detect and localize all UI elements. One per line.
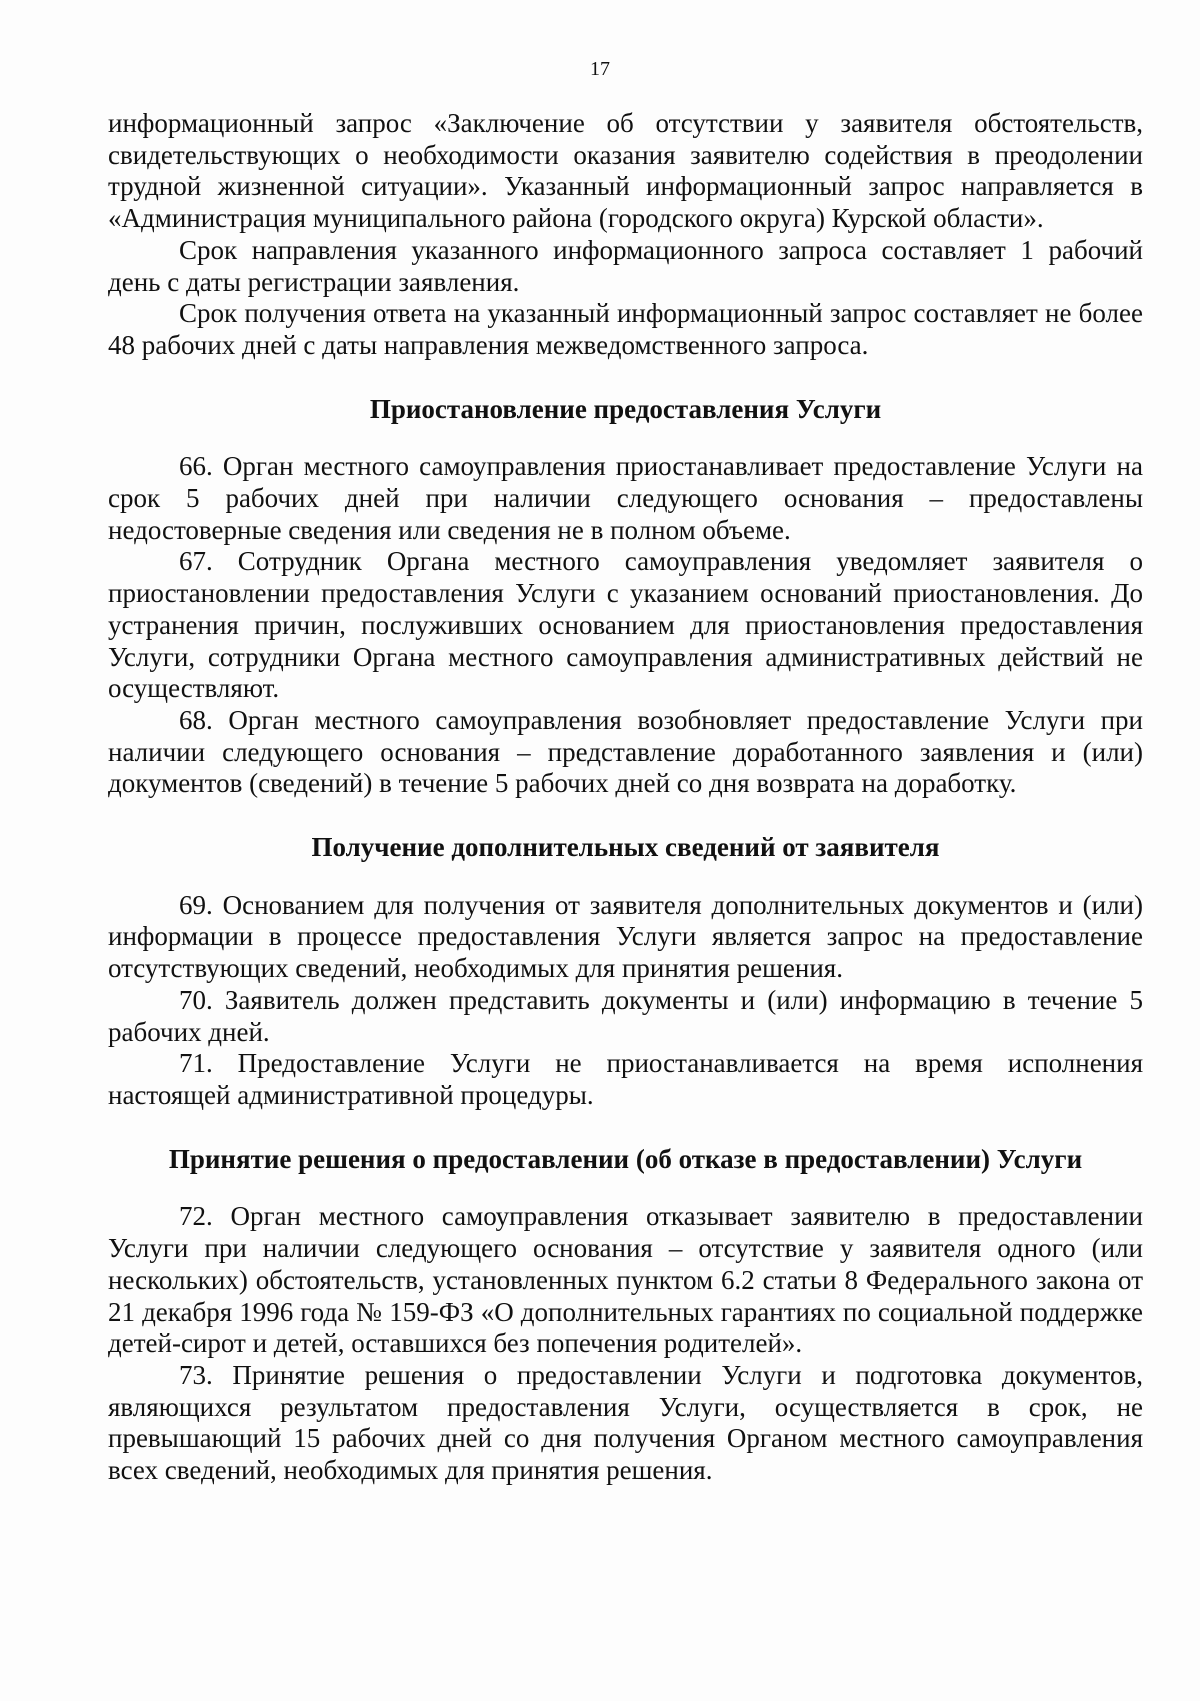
spacer (108, 362, 1143, 394)
document-body (108, 108, 1143, 1487)
section-heading-suspension: Приостановление предоставления Услуги (369, 393, 882, 424)
spacer (108, 864, 1143, 890)
paragraph-71: 71. Предоставление Услуги не приостанавливается на время исполнения настоящей административной процедуры. (108, 1048, 1143, 1110)
paragraph-66: 66. Орган местного самоуправления приостанавливает предоставление Услуги на срок 5 рабочих дней при наличии следующего основания – предоставлены недостоверные сведения или сведения не в полном объеме. (108, 451, 1143, 545)
paragraph-response-deadline: Срок получения ответа на указанный информационный запрос составляет не более 48 рабочих дней с даты направления межведомственного запроса. (108, 298, 1143, 360)
paragraph-69: 69. Основанием для получения от заявителя дополнительных документов и (или) информации в процессе предоставления Услуги является запрос на предоставление отсутствующих сведений, необходимых для принятия решения. (108, 889, 1143, 984)
paragraph-67: 67. Сотрудник Органа местного самоуправления уведомляет заявителя о приостановлении предоставления Услуги с указанием оснований приостановления. До устранения причин, послуживших основанием для приостановления предоставления Услуги, сотрудники Органа местного самоуправления административных действий не осуществляют. (108, 546, 1143, 704)
page-number: 17 (590, 58, 610, 80)
spacer (108, 800, 1143, 832)
paragraph-73: 73. Принятие решения о предоставлении Услуги и подготовка документов, являющихся результатом предоставления Услуги, осуществляется в срок, не превышающий 15 рабочих дней со дня получения Органом местного самоуправления всех сведений, необходимых для принятия решения. (108, 1359, 1143, 1486)
spacer (108, 1112, 1143, 1144)
section-heading-additional-info: Получение дополнительных сведений от заявителя (311, 832, 940, 863)
paragraph-continuation: информационный запрос «Заключение об отсутствии у заявителя обстоятельств, свидетельствующих о необходимости оказания заявителю содействия в преодолении трудной жизненной ситуации». Указанный информационный запрос направляется в «Администрация муниципального района (городского округа) Курской области». (108, 108, 1143, 234)
paragraph-72: 72. Орган местного самоуправления отказывает заявителю в предоставлении Услуги при наличии следующего основания – отсутствие у заявителя одного (или нескольких) обстоятельств, установленных пунктом 6.2 статьи 8 Федерального закона от 21 декабря 1996 года № 159-ФЗ «О дополнительных гарантиях по социальной поддержке детей-сирот и детей, оставшихся без попечения родителей». (108, 1201, 1143, 1359)
paragraph-request-deadline: Срок направления указанного информационного запроса составляет 1 рабочий день с даты регистрации заявления. (108, 234, 1143, 297)
paragraph-68: 68. Орган местного самоуправления возобновляет предоставление Услуги при наличии следующего основания – представление доработанного заявления и (или) документов (сведений) в течение 5 рабочих дней со дня возврата на доработку. (108, 704, 1143, 799)
spacer (108, 425, 1143, 451)
section-heading-decision: Принятие решения о предоставлении (об отказе в предоставлении) Услуги (168, 1143, 1083, 1174)
paragraph-70: 70. Заявитель должен представить документы и (или) информацию в течение 5 рабочих дней. (108, 984, 1143, 1047)
spacer (108, 1175, 1143, 1201)
